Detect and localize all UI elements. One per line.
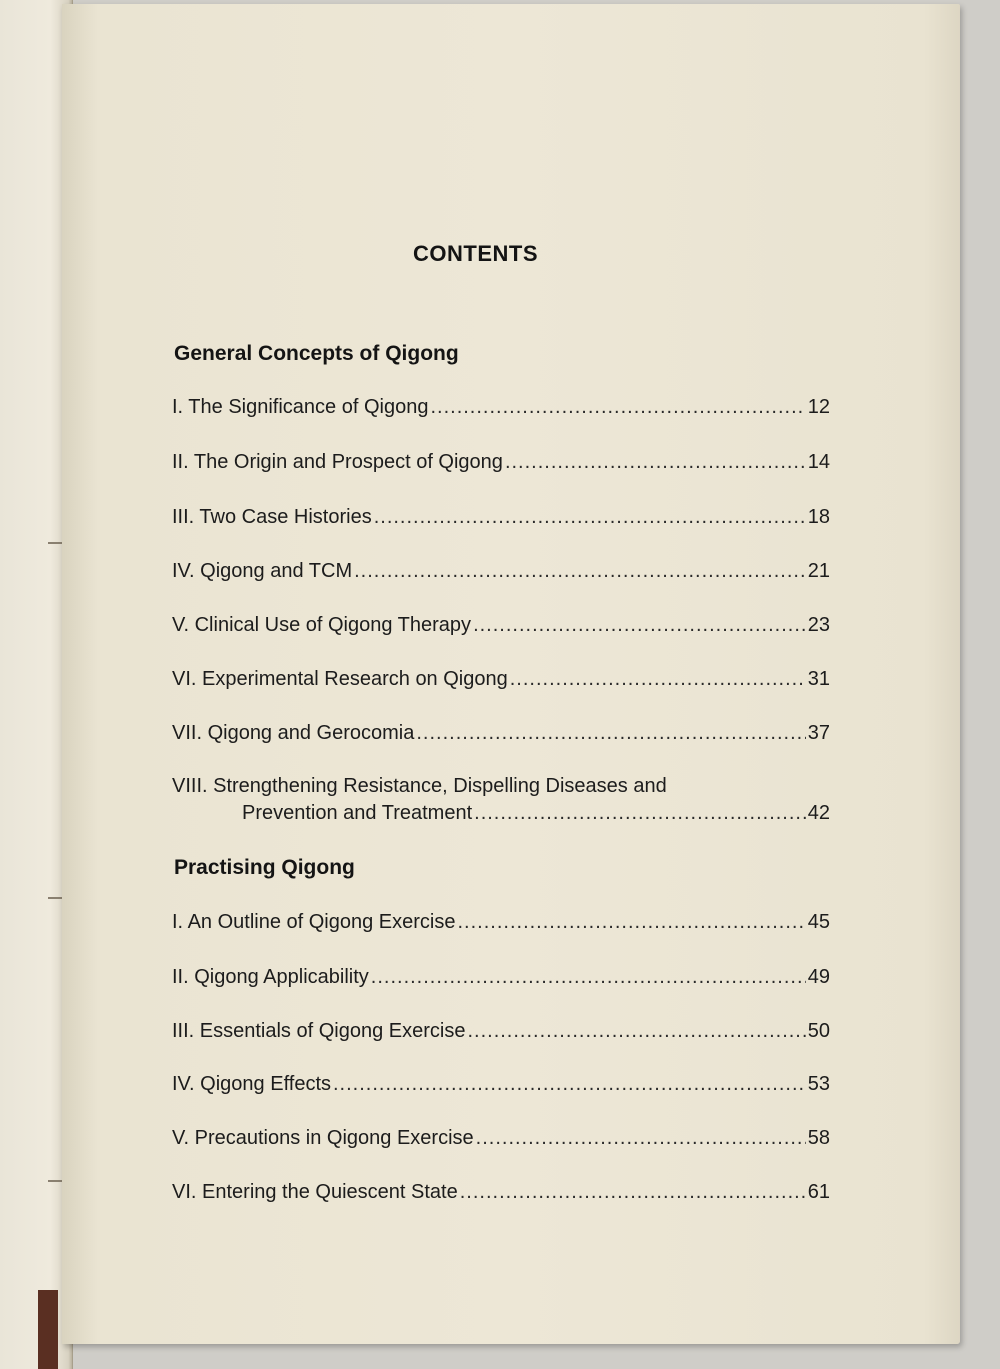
toc-entry-title-line1: VIII. Strengthening Resistance, Dispelling Diseases and [172, 775, 667, 797]
toc-page-number: 50 [807, 1020, 830, 1042]
toc-entry-title: II. Qigong Applicability [172, 966, 369, 988]
toc-entry-title: II. The Origin and Prospect of Qigong [172, 451, 503, 473]
contents-title: CONTENTS [413, 241, 538, 266]
dot-leader [354, 560, 806, 583]
toc-page-number: 12 [807, 396, 830, 418]
toc-entry [172, 506, 830, 534]
toc-entry-title: V. Precautions in Qigong Exercise [172, 1127, 474, 1149]
toc-entry [172, 451, 830, 479]
section-heading-practising-qigong: Practising Qigong [174, 856, 355, 879]
toc-page-number: 21 [807, 560, 830, 582]
toc-page-number: 53 [807, 1073, 830, 1095]
toc-page-number: 45 [807, 911, 830, 933]
section-heading-general-concepts: General Concepts of Qigong [174, 342, 459, 365]
toc-entry-title: VI. Experimental Research on Qigong [172, 668, 508, 690]
toc-page-number: 18 [807, 506, 830, 528]
toc-entry [172, 966, 830, 994]
toc-entry [172, 1127, 830, 1155]
toc-entry-title: V. Clinical Use of Qigong Therapy [172, 614, 472, 636]
toc-page-number: 23 [807, 614, 830, 636]
toc-entry-title: I. An Outline of Qigong Exercise [172, 911, 456, 933]
dot-leader [510, 668, 806, 691]
dot-leader [374, 506, 806, 529]
dot-leader [333, 1073, 806, 1096]
toc-entry [172, 1073, 830, 1101]
dot-leader [416, 722, 805, 745]
dot-leader [476, 1127, 806, 1150]
toc-entry [242, 802, 830, 830]
dot-leader [505, 451, 806, 474]
dot-leader [430, 396, 805, 419]
dot-leader [458, 911, 806, 934]
toc-entry [172, 1181, 830, 1209]
toc-entry [172, 668, 830, 696]
toc-entry [172, 560, 830, 588]
toc-entry [172, 722, 830, 750]
toc-entry-title: VII. Qigong and Gerocomia [172, 722, 415, 744]
dot-leader [467, 1020, 805, 1043]
toc-page-number: 58 [807, 1127, 830, 1149]
toc-entry [172, 396, 830, 424]
toc-entry [172, 911, 830, 939]
toc-page-number: 61 [807, 1181, 830, 1203]
toc-page-number: 37 [807, 722, 830, 744]
toc-page-number: 31 [807, 668, 830, 690]
toc-page-number: 14 [807, 451, 830, 473]
toc-entry [172, 614, 830, 642]
toc-page-number: 49 [807, 966, 830, 988]
toc-entry-title: IV. Qigong and TCM [172, 560, 353, 582]
toc-entry-title: VI. Entering the Quiescent State [172, 1181, 458, 1203]
dot-leader [460, 1181, 806, 1204]
toc-entry-title: III. Essentials of Qigong Exercise [172, 1020, 466, 1042]
toc-entry-title: III. Two Case Histories [172, 506, 372, 528]
toc-entry-title: IV. Qigong Effects [172, 1073, 331, 1095]
toc-page-number: 42 [807, 802, 830, 824]
toc-entry-title-line2: Prevention and Treatment [242, 802, 473, 824]
dot-leader [371, 966, 806, 989]
toc-entry-title: I. The Significance of Qigong [172, 396, 429, 418]
cover-edge [38, 1290, 58, 1369]
toc-entry [172, 1020, 830, 1048]
dot-leader [473, 614, 806, 637]
dot-leader [474, 802, 806, 825]
